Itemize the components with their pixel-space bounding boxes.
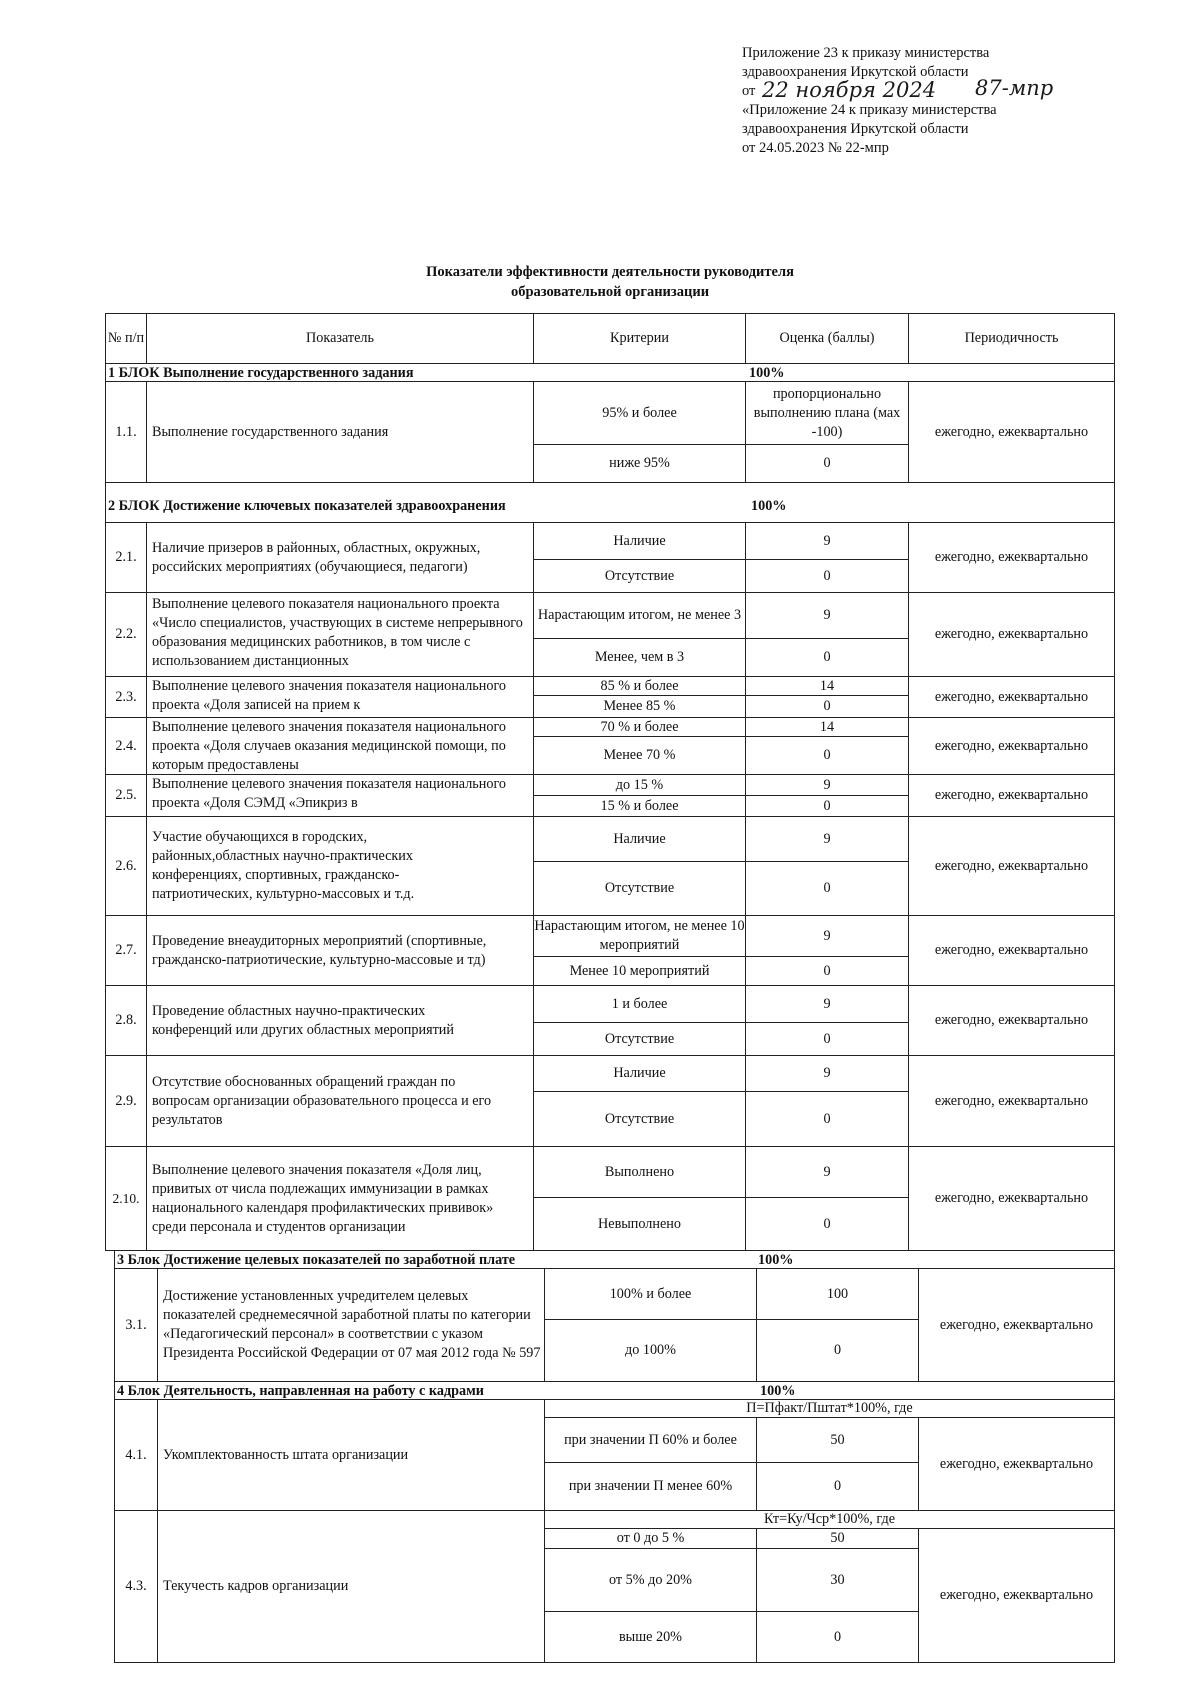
row-number: 2.10. bbox=[105, 1146, 146, 1250]
indicator-name: Укомплектованность штата организации bbox=[157, 1399, 544, 1510]
score: 0 bbox=[745, 956, 908, 985]
row-number: 2.8. bbox=[105, 985, 146, 1055]
score: 0 bbox=[745, 861, 908, 915]
periodicity: ежегодно, ежеквартально bbox=[908, 1055, 1114, 1146]
score: 14 bbox=[745, 676, 908, 695]
row-number: 2.2. bbox=[105, 592, 146, 676]
block-percent: 100% bbox=[760, 1383, 796, 1399]
criterion: 15 % и более bbox=[533, 795, 745, 816]
table-frame-lower bbox=[114, 1250, 1115, 1663]
criterion: при значении П менее 60% bbox=[544, 1462, 756, 1510]
criterion: Менее 10 мероприятий bbox=[533, 956, 745, 985]
row-number: 4.3. bbox=[114, 1510, 157, 1662]
col-header-criteria: Критерии bbox=[533, 313, 745, 363]
block-title: 1 БЛОК Выполнение государственного задания bbox=[108, 365, 414, 381]
block-percent: 100% bbox=[749, 365, 785, 381]
criterion: Невыполнено bbox=[533, 1197, 745, 1250]
score: 0 bbox=[745, 1091, 908, 1146]
score: 9 bbox=[745, 1146, 908, 1197]
header-line: от bbox=[742, 83, 756, 99]
periodicity: ежегодно, ежеквартально bbox=[908, 717, 1114, 774]
score: 100 bbox=[756, 1268, 918, 1319]
criterion: 95% и более bbox=[533, 381, 745, 444]
title-line: Показатели эффективности деятельности руководителя bbox=[426, 264, 794, 280]
indicator-name: Участие обучающихся в городских, районных,областных научно-практических конференциях, спортивных, гражданско-патриотических, культурно-массовых и т.д. bbox=[146, 816, 533, 915]
criterion: Отсутствие bbox=[533, 559, 745, 592]
criterion: Отсутствие bbox=[533, 861, 745, 915]
criterion: 85 % и более bbox=[533, 676, 745, 695]
criterion: Отсутствие bbox=[533, 1022, 745, 1055]
indicator-name: Проведение внеаудиторных мероприятий (спортивные, гражданско-патриотические, культурно-массовые и тд) bbox=[146, 915, 533, 985]
score: 50 bbox=[756, 1417, 918, 1462]
indicator-name: Выполнение целевого значения показателя «Доля лиц, привитых от числа подлежащих иммунизации в рамках национального календаря профилактических прививок» среди персонала и студентов организации bbox=[146, 1146, 533, 1250]
row-number: 2.1. bbox=[105, 522, 146, 592]
indicator-name: Достижение установленных учредителем целевых показателей среднемесячной заработной платы по категории «Педагогический персонал» в соответствии с указом Президента Российской Федерации от 07 мая 2012 года № 597 bbox=[157, 1268, 544, 1381]
periodicity: ежегодно, ежеквартально bbox=[908, 774, 1114, 816]
header-line: здравоохранения Иркутской области bbox=[742, 64, 969, 80]
criterion: при значении П 60% и более bbox=[544, 1417, 756, 1462]
criterion: Менее 85 % bbox=[533, 695, 745, 717]
block-title: 2 БЛОК Достижение ключевых показателей здравоохранения bbox=[108, 498, 506, 514]
criterion: ниже 95% bbox=[533, 444, 745, 482]
criterion: от 5% до 20% bbox=[544, 1548, 756, 1611]
col-header-period: Периодичность bbox=[908, 313, 1114, 363]
criterion: 70 % и более bbox=[533, 717, 745, 736]
indicator-name: Выполнение целевого показателя национального проекта «Число специалистов, участвующих в системе непрерывного образования медицинских работников, в том числе с использованием дистанционных bbox=[146, 592, 533, 676]
score: 0 bbox=[745, 444, 908, 482]
row-number: 4.1. bbox=[114, 1399, 157, 1510]
score: 0 bbox=[756, 1462, 918, 1510]
criterion: Отсутствие bbox=[533, 1091, 745, 1146]
criterion: Выполнено bbox=[533, 1146, 745, 1197]
score: 9 bbox=[745, 522, 908, 559]
indicator-name: Выполнение государственного задания bbox=[146, 381, 533, 482]
block-title: 3 Блок Достижение целевых показателей по заработной плате bbox=[117, 1252, 516, 1268]
score: 0 bbox=[745, 559, 908, 592]
score: 9 bbox=[745, 592, 908, 638]
score: 0 bbox=[756, 1319, 918, 1381]
block-percent: 100% bbox=[751, 498, 787, 514]
score: 9 bbox=[745, 915, 908, 956]
handwritten-number: 87-мпр bbox=[975, 76, 1054, 100]
score: 30 bbox=[756, 1548, 918, 1611]
periodicity: ежегодно, ежеквартально bbox=[908, 592, 1114, 676]
indicator-name: Отсутствие обоснованных обращений граждан по вопросам организации образовательного процесса и его результатов bbox=[146, 1055, 533, 1146]
score: 9 bbox=[745, 816, 908, 861]
score: 0 bbox=[745, 1197, 908, 1250]
row-number: 2.5. bbox=[105, 774, 146, 816]
table-frame-upper bbox=[105, 313, 1115, 1251]
document-title bbox=[330, 262, 890, 302]
score: 9 bbox=[745, 985, 908, 1022]
periodicity: ежегодно, ежеквартально bbox=[908, 1146, 1114, 1250]
score: 0 bbox=[745, 695, 908, 717]
row-number: 1.1. bbox=[105, 381, 146, 482]
criterion: 100% и более bbox=[544, 1268, 756, 1319]
indicator-name: Проведение областных научно-практических конференций или других областных мероприятий bbox=[146, 985, 533, 1055]
criterion: Наличие bbox=[533, 816, 745, 861]
criterion: Менее 70 % bbox=[533, 736, 745, 774]
indicator-name: Выполнение целевого значения показателя национального проекта «Доля записей на прием к bbox=[146, 676, 533, 717]
periodicity: ежегодно, ежеквартально bbox=[908, 381, 1114, 482]
criterion: до 15 % bbox=[533, 774, 745, 795]
periodicity: ежегодно, ежеквартально bbox=[908, 816, 1114, 915]
score: 14 bbox=[745, 717, 908, 736]
criterion: Наличие bbox=[533, 522, 745, 559]
score: пропорционально выполнению плана (мах -100) bbox=[745, 381, 908, 444]
row-number: 2.9. bbox=[105, 1055, 146, 1146]
criterion: Нарастающим итогом, не менее 10 мероприятий bbox=[533, 915, 745, 956]
criterion: до 100% bbox=[544, 1319, 756, 1381]
criterion: Наличие bbox=[533, 1055, 745, 1091]
header-line: Приложение 23 к приказу министерства bbox=[742, 45, 990, 61]
periodicity: ежегодно, ежеквартально bbox=[908, 915, 1114, 985]
score: 0 bbox=[745, 736, 908, 774]
criterion: Нарастающим итогом, не менее 3 bbox=[533, 592, 745, 638]
periodicity: ежегодно, ежеквартально bbox=[918, 1417, 1114, 1510]
header-line: «Приложение 24 к приказу министерства bbox=[742, 102, 997, 118]
row-number: 2.7. bbox=[105, 915, 146, 985]
row-number: 2.4. bbox=[105, 717, 146, 774]
periodicity: ежегодно, ежеквартально bbox=[918, 1268, 1114, 1381]
score: 9 bbox=[745, 774, 908, 795]
header-line: от 24.05.2023 № 22-мпр bbox=[742, 140, 889, 156]
score: 0 bbox=[745, 1022, 908, 1055]
title-line: образовательной организации bbox=[510, 284, 710, 300]
indicator-name: Выполнение целевого значения показателя национального проекта «Доля СЭМД «Эпикриз в bbox=[146, 774, 533, 816]
handwritten-date: 22 ноября 2024 bbox=[762, 78, 937, 102]
criterion: от 0 до 5 % bbox=[544, 1528, 756, 1548]
block-title: 4 Блок Деятельность, направленная на работу с кадрами bbox=[117, 1383, 484, 1399]
score: 9 bbox=[745, 1055, 908, 1091]
periodicity: ежегодно, ежеквартально bbox=[908, 676, 1114, 717]
criterion: выше 20% bbox=[544, 1611, 756, 1662]
criterion: Менее, чем в 3 bbox=[533, 638, 745, 676]
score: 0 bbox=[745, 638, 908, 676]
indicator-name: Выполнение целевого значения показателя национального проекта «Доля случаев оказания медицинской помощи, по которым предоставлены bbox=[146, 717, 533, 774]
periodicity: ежегодно, ежеквартально bbox=[918, 1528, 1114, 1662]
header-line: здравоохранения Иркутской области bbox=[742, 121, 969, 137]
formula: П=Пфакт/Пштат*100%, где bbox=[544, 1399, 1114, 1417]
col-header-indicator: Показатель bbox=[146, 313, 533, 363]
score: 0 bbox=[745, 795, 908, 816]
formula: Кт=Ку/Чср*100%, где bbox=[544, 1510, 1114, 1528]
row-number: 3.1. bbox=[114, 1268, 157, 1381]
criterion: 1 и более bbox=[533, 985, 745, 1022]
indicator-name: Текучесть кадров организации bbox=[157, 1510, 544, 1662]
score: 0 bbox=[756, 1611, 918, 1662]
col-header-num: № п/п bbox=[105, 313, 146, 363]
block-percent: 100% bbox=[758, 1252, 794, 1268]
periodicity: ежегодно, ежеквартально bbox=[908, 522, 1114, 592]
score: 50 bbox=[756, 1528, 918, 1548]
periodicity: ежегодно, ежеквартально bbox=[908, 985, 1114, 1055]
indicator-name: Наличие призеров в районных, областных, окружных, российских мероприятиях (обучающиеся, педагоги) bbox=[146, 522, 533, 592]
row-number: 2.3. bbox=[105, 676, 146, 717]
row-number: 2.6. bbox=[105, 816, 146, 915]
col-header-score: Оценка (баллы) bbox=[745, 313, 908, 363]
